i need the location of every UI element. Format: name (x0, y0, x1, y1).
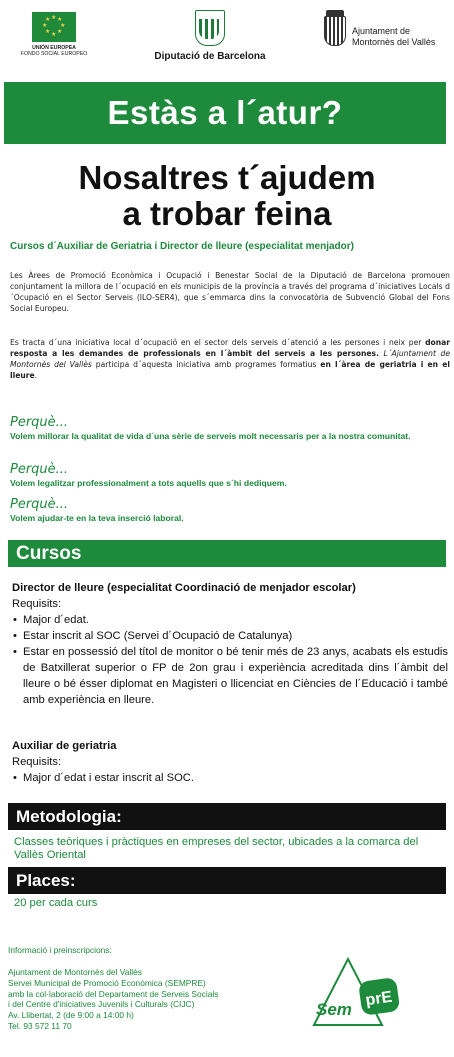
contact-line: Tel. 93 572 11 70 (8, 1020, 72, 1031)
why-answer: Volem ajudar-te en la teva inserció laboral. (10, 513, 184, 523)
why-block-2 (10, 462, 450, 489)
intro-paragraph-2 (10, 337, 450, 381)
metodologia-text: Classes teòriques i pràctiques en empreses del sector, ubicades a la comarca del Vallès Oriental (14, 836, 419, 861)
banner-title: Estàs a l´atur? (4, 82, 446, 144)
contact-line: amb la col·laboració del Departament de Serveis Socials (8, 988, 219, 999)
svg-text:Sem: Sem (316, 1000, 352, 1019)
p2-text-b: donar resposta a les demandes de professionals en l´àmbit del serveis a les persones. (10, 338, 450, 358)
why-question: Perquè... (10, 462, 69, 477)
why-answer: Volem legalitzar professionalment a tots aquells que s´hi dediquem. (10, 478, 287, 488)
course-auxiliar-geriatria (12, 738, 448, 786)
p2-text-d: participa d´aquesta iniciativa amb programes formatius (91, 360, 321, 369)
list-item: • Estar en possessió del títol de monitor o bé tenir més de 23 anys, acabats els estudis de Batxillerat superior o FP de 2on grau i experiència acreditada dins l´àmbit del lleure o bé ésser diplomat en Magisteri o llicenciat en Ciències de l´Educació i també amb experiència en lleure. (12, 644, 448, 708)
header-logos (0, 0, 454, 80)
course-director-lleure (12, 580, 448, 708)
contact-line: Servei Municipal de Promoció Econòmica (SEMPRE) (8, 977, 206, 988)
headline-line1: Nosaltres t´ajudem (78, 159, 376, 196)
list-item: • Major d´edat i estar inscrit al SOC. (12, 770, 448, 786)
requirements-list (12, 770, 448, 786)
diputacio-text: Diputació de Barcelona (154, 51, 266, 62)
contact-info (8, 967, 218, 1032)
headline-line2: a trobar feina (122, 195, 332, 232)
course-title: Director de lleure (especialitat Coordinació de menjador escolar) (12, 582, 356, 594)
eu-logo (14, 12, 94, 57)
contact-line: i del Centre d'iniciatives Juvenils i Culturals (CIJC) (8, 999, 195, 1010)
list-item: • Major d´edat. (12, 612, 448, 628)
why-answer: Volem millorar la qualitat de vida d´una sèrie de serveis molt necessaris per a la nostra comunitat. (10, 431, 411, 441)
subtitle: Cursos d´Auxiliar de Geriatria i Director de lleure (especialitat menjador) (10, 241, 354, 252)
cursos-section-header: Cursos (8, 540, 446, 567)
sempre-logo (310, 955, 416, 1035)
p2-text-f: . (34, 371, 38, 380)
p2-text-e: en l´àrea de geriatria i en el lleure (10, 360, 450, 380)
requirements-list (12, 612, 448, 708)
requirements-label: Requisits: (12, 598, 62, 610)
why-block-3 (10, 497, 450, 524)
why-block-1 (10, 415, 450, 442)
p2-text-c: L´Ajuntament de Montornès del Vallès (10, 349, 450, 369)
contact-line: Ajuntament de Montornès del Vallès (8, 967, 142, 977)
why-question: Perquè... (10, 415, 69, 430)
why-question: Perquè... (10, 497, 69, 512)
info-title: Informació i preinscripcions: (8, 945, 112, 955)
eu-text-line1: UNIÓN EUROPEA (32, 45, 76, 51)
svg-text:prE: prE (364, 988, 394, 1010)
contact-line: Av. Llibertat, 2 (de 9:00 a 14:00 h) (8, 1010, 134, 1021)
diputacio-logo (150, 10, 270, 62)
metodologia-section-header: Metodologia: (8, 803, 446, 830)
course-title: Auxiliar de geriatria (12, 740, 117, 752)
ajuntament-text-line2: Montornès del Vallès (352, 37, 436, 47)
places-section-header: Places: (8, 867, 446, 894)
ajuntament-text-line1: Ajuntament de (352, 26, 411, 36)
ajuntament-shield-icon (324, 16, 346, 46)
requirements-label: Requisits: (12, 756, 62, 768)
p2-text-a: Es tracta d´una iniciativa local d´ocupació en el sector dels serveis d´atenció a les persones i neix per (10, 338, 426, 347)
diputacio-shield-icon (195, 10, 225, 46)
eu-flag-icon: ★ ★ ★ ★ ★ ★ ★ ★ (32, 12, 76, 42)
intro-paragraph-1: Les Àrees de Promoció Econòmica i Ocupació i Benestar Social de la Diputació de Barcelona promouen conjuntament la millora de l´ocupació en els municipis de la província a través del programa d´iniciatives Locals d´Ocupació en el Sector Serveis (ILO-SER4), que s´emmarca dins la convocatòria de Subvenció Global del Fons Social Europeu. (10, 271, 450, 313)
list-item: • Estar inscrit al SOC (Servei d´Ocupació de Catalunya) (12, 628, 448, 644)
headline (0, 160, 454, 232)
places-text: 20 per cada curs (14, 897, 98, 909)
eu-text-line2: FONDO SOCIAL EUROPEO (20, 51, 88, 57)
